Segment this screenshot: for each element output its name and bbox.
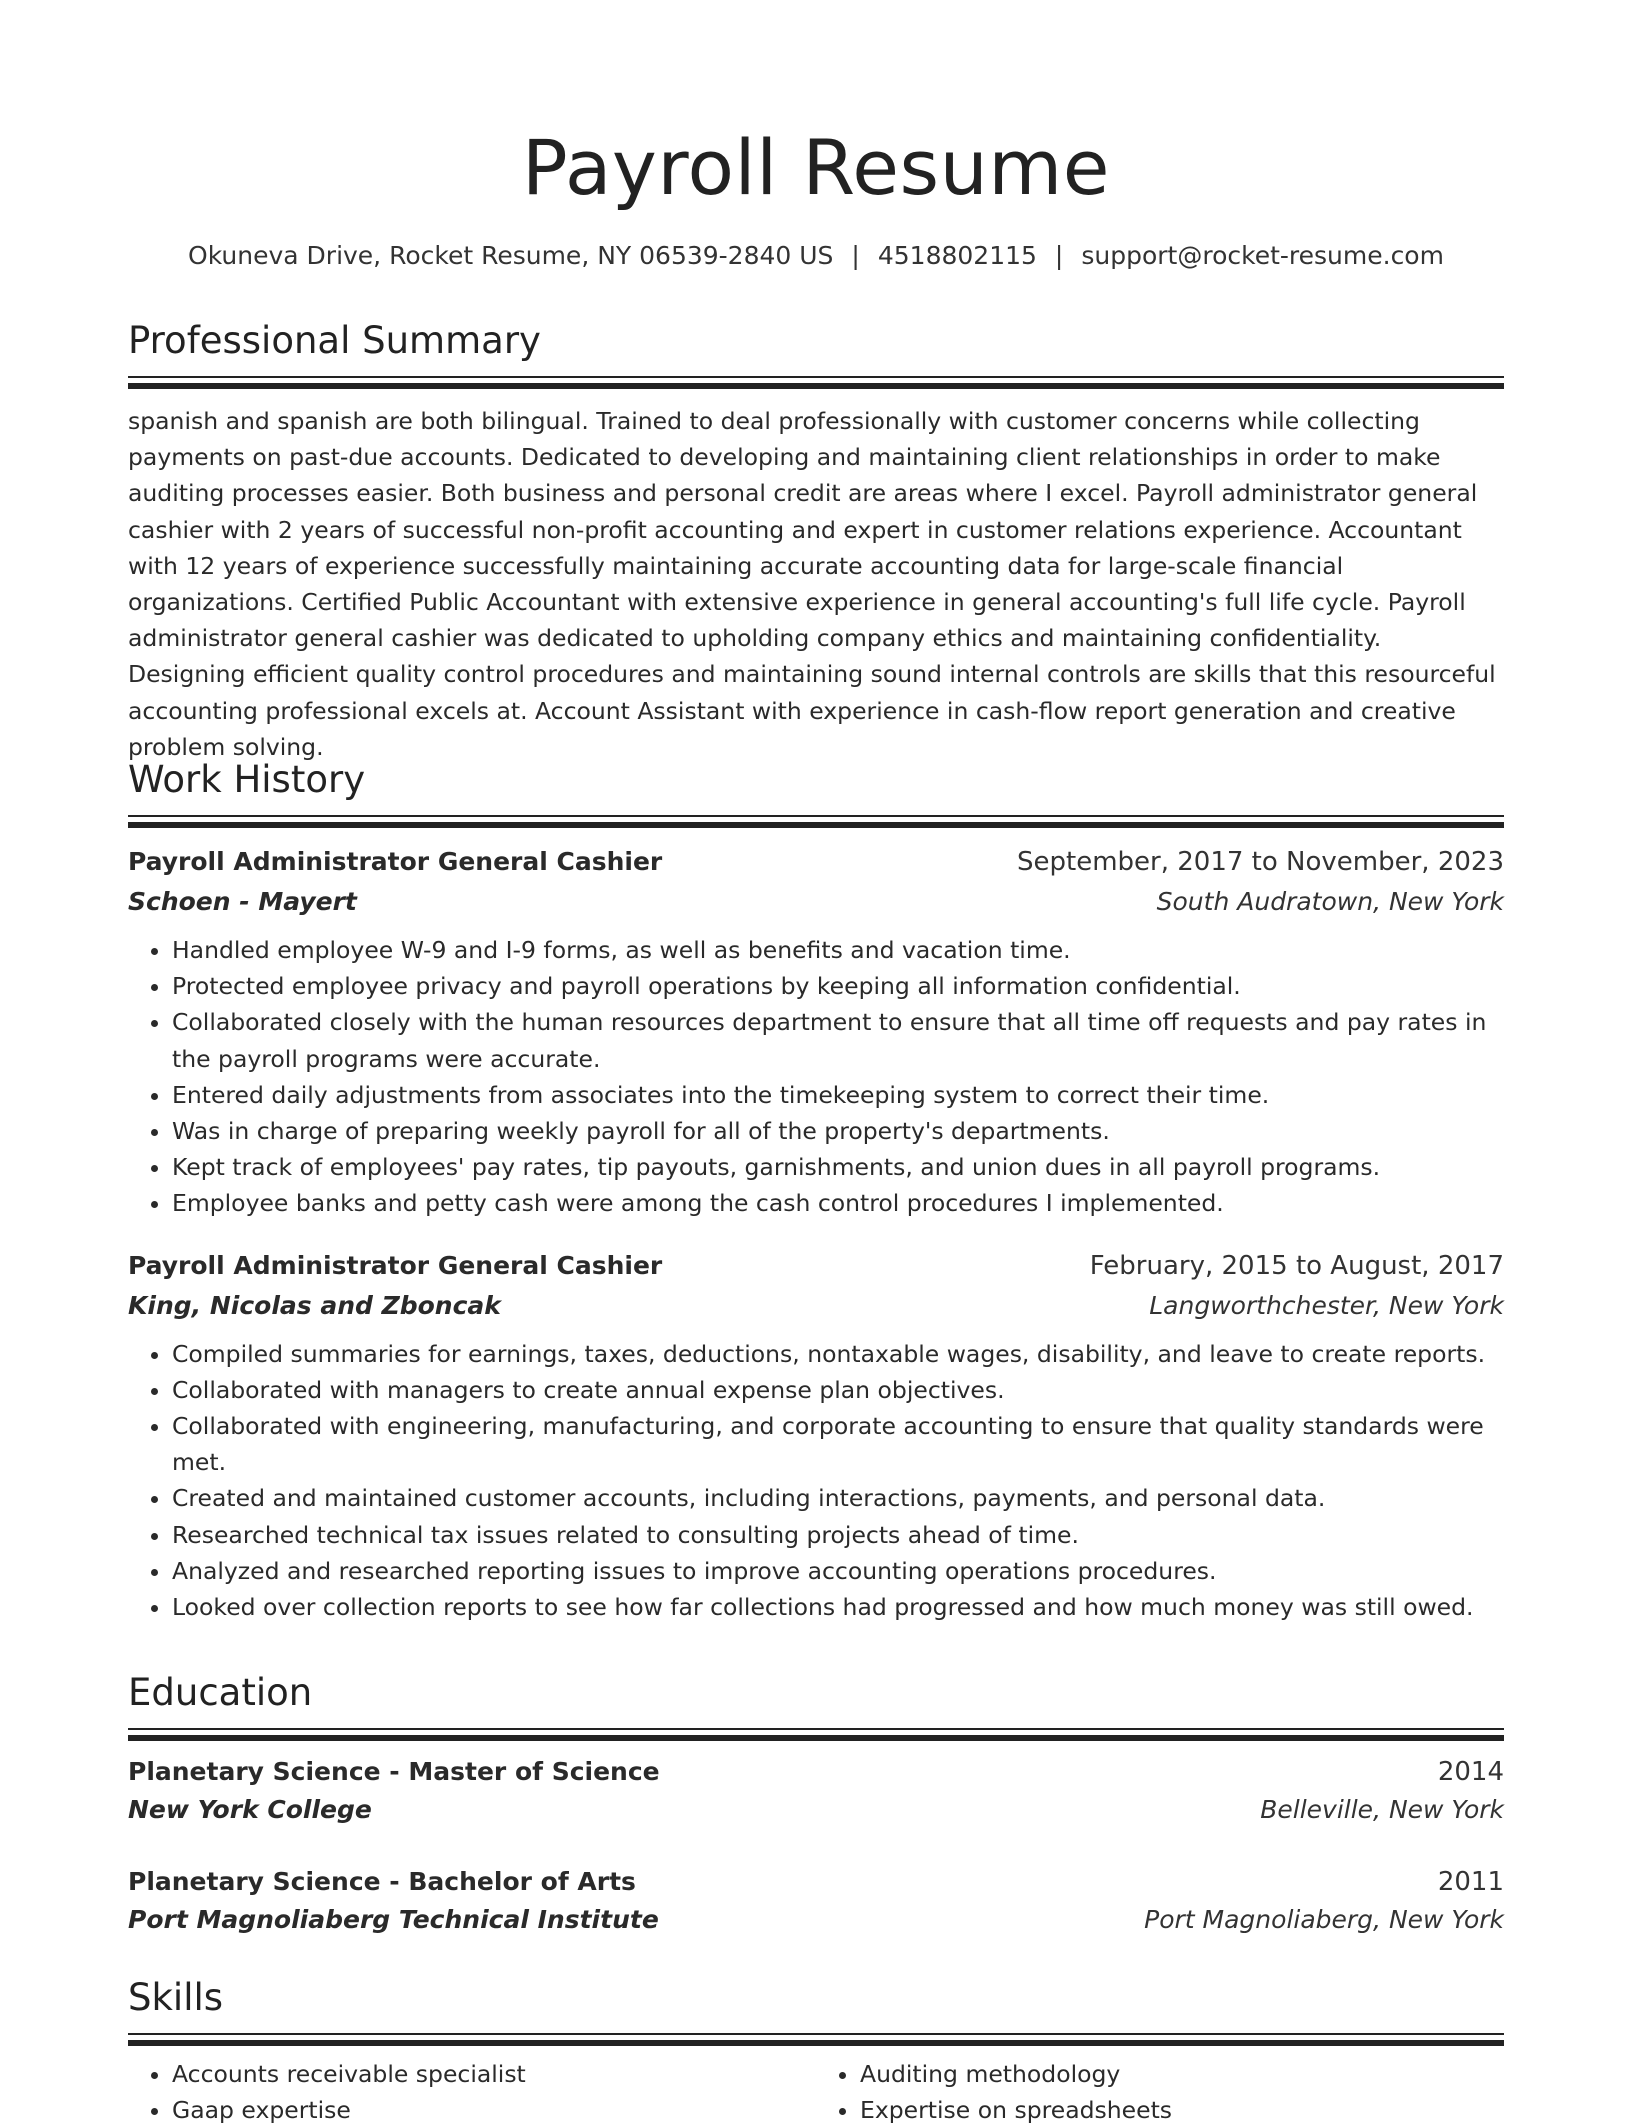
section-divider-thick	[128, 383, 1504, 389]
summary-section	[128, 316, 1504, 765]
skill-item: • Expertise on spreadsheets	[860, 2092, 1504, 2128]
job-company: Schoen - Mayert	[128, 887, 357, 916]
skill-item: • Auditing methodology	[860, 2056, 1504, 2092]
job-bullets	[128, 932, 1504, 1222]
section-divider	[128, 815, 1504, 817]
summary-text: spanish and spanish are both bilingual. Trained to deal professionally with customer concerns while collecting payments on past-due accounts. Dedicated to developing and maintaining client relationships in order to make auditing processes easier. Both business and personal credit are areas where I excel. Payroll administrator general cashier with 2 years of successful non-profit accounting and expert in customer relations experience. Accountant with 12 years of experience successfully maintaining accurate accounting data for large-scale financial organizations. Certified Public Accountant with extensive experience in general accounting's full life cycle. Payroll administrator general cashier was dedicated to upholding company ethics and maintaining confidentiality. Designing efficient quality control procedures and maintaining sound internal controls are skills that this resourceful accounting professional excels at. Account Assistant with experience in cash-flow report generation and creative problem solving.	[128, 407, 1496, 761]
graduation-year: 2011	[1437, 1867, 1504, 1897]
section-divider	[128, 376, 1504, 378]
list-item: • Handled employee W-9 and I-9 forms, as well as benefits and vacation time.	[172, 932, 1504, 968]
work-heading: Work History	[128, 758, 366, 801]
page-title: Payroll Resume	[521, 123, 1111, 212]
list-item: • Analyzed and researched reporting issues to improve accounting operations procedures.	[172, 1553, 1504, 1589]
skill-item: • Gaap expertise	[172, 2092, 816, 2128]
degree: Planetary Science - Master of Science	[128, 1757, 660, 1786]
list-item: • Kept track of employees' pay rates, tip payouts, garnishments, and union dues in all payroll programs.	[172, 1149, 1504, 1185]
job-title: Payroll Administrator General Cashier	[128, 847, 663, 876]
degree: Planetary Science - Bachelor of Arts	[128, 1867, 636, 1896]
school-location: Belleville, New York	[1260, 1795, 1504, 1824]
school-location: Port Magnoliaberg, New York	[1144, 1905, 1504, 1934]
contact-separator: |	[851, 241, 860, 270]
summary-heading: Professional Summary	[128, 319, 541, 362]
skills-heading: Skills	[128, 1976, 224, 2019]
school-name: Port Magnoliaberg Technical Institute	[128, 1905, 659, 1934]
list-item: • Compiled summaries for earnings, taxes, deductions, nontaxable wages, disability, and leave to create reports.	[172, 1336, 1504, 1372]
education-entry	[128, 1753, 1504, 1829]
contact-separator: |	[1054, 241, 1064, 270]
job-entry	[128, 842, 1504, 1222]
list-item: • Collaborated with engineering, manufacturing, and corporate accounting to ensure that quality standards were met.	[172, 1408, 1504, 1480]
section-divider	[128, 2033, 1504, 2035]
job-location: South Audratown, New York	[1156, 887, 1504, 916]
education-heading: Education	[128, 1671, 313, 1714]
education-entry	[128, 1863, 1504, 1939]
skills-columns	[128, 2046, 1504, 2128]
section-divider-thick	[128, 1735, 1504, 1741]
job-location: Langworthchester, New York	[1149, 1290, 1504, 1320]
job-company: King, Nicolas and Zboncak	[128, 1290, 501, 1320]
education-section	[128, 1668, 1504, 1939]
job-bullets	[128, 1336, 1504, 1626]
list-item: • Collaborated with managers to create annual expense plan objectives.	[172, 1372, 1504, 1408]
skills-list-right	[816, 2056, 1504, 2128]
school-name: New York College	[128, 1795, 372, 1824]
list-item: • Was in charge of preparing weekly payroll for all of the property's departments.	[172, 1113, 1504, 1149]
list-item: • Employee banks and petty cash were among the cash control procedures I implemented.	[172, 1185, 1504, 1221]
list-item: • Researched technical tax issues related to consulting projects ahead of time.	[172, 1517, 1504, 1553]
section-divider-thick	[128, 822, 1504, 828]
skills-list-left	[128, 2056, 816, 2128]
list-item: • Collaborated closely with the human resources department to ensure that all time off requests and pay rates in the payroll programs were accurate.	[172, 1004, 1504, 1076]
list-item: • Entered daily adjustments from associates into the timekeeping system to correct their time.	[172, 1077, 1504, 1113]
contact-address: Okuneva Drive, Rocket Resume, NY 06539-2840 US	[188, 241, 834, 270]
list-item: • Looked over collection reports to see how far collections had progressed and how much money was still owed.	[172, 1589, 1504, 1625]
graduation-year: 2014	[1437, 1757, 1504, 1787]
job-dates: February, 2015 to August, 2017	[1089, 1250, 1504, 1281]
job-dates: September, 2017 to November, 2023	[1017, 847, 1504, 877]
list-item: • Created and maintained customer accounts, including interactions, payments, and personal data.	[172, 1480, 1504, 1516]
list-item: • Protected employee privacy and payroll operations by keeping all information confidential.	[172, 968, 1504, 1004]
contact-phone: 4518802115	[877, 241, 1037, 270]
contact-line	[128, 236, 1504, 276]
job-title: Payroll Administrator General Cashier	[128, 1250, 663, 1280]
contact-email: support@rocket-resume.com	[1081, 241, 1444, 270]
section-divider	[128, 1728, 1504, 1730]
skill-item: • Accounts receivable specialist	[172, 2056, 816, 2092]
skills-section	[128, 1973, 1504, 2128]
work-section	[128, 755, 1504, 1625]
job-entry	[128, 1246, 1504, 1626]
